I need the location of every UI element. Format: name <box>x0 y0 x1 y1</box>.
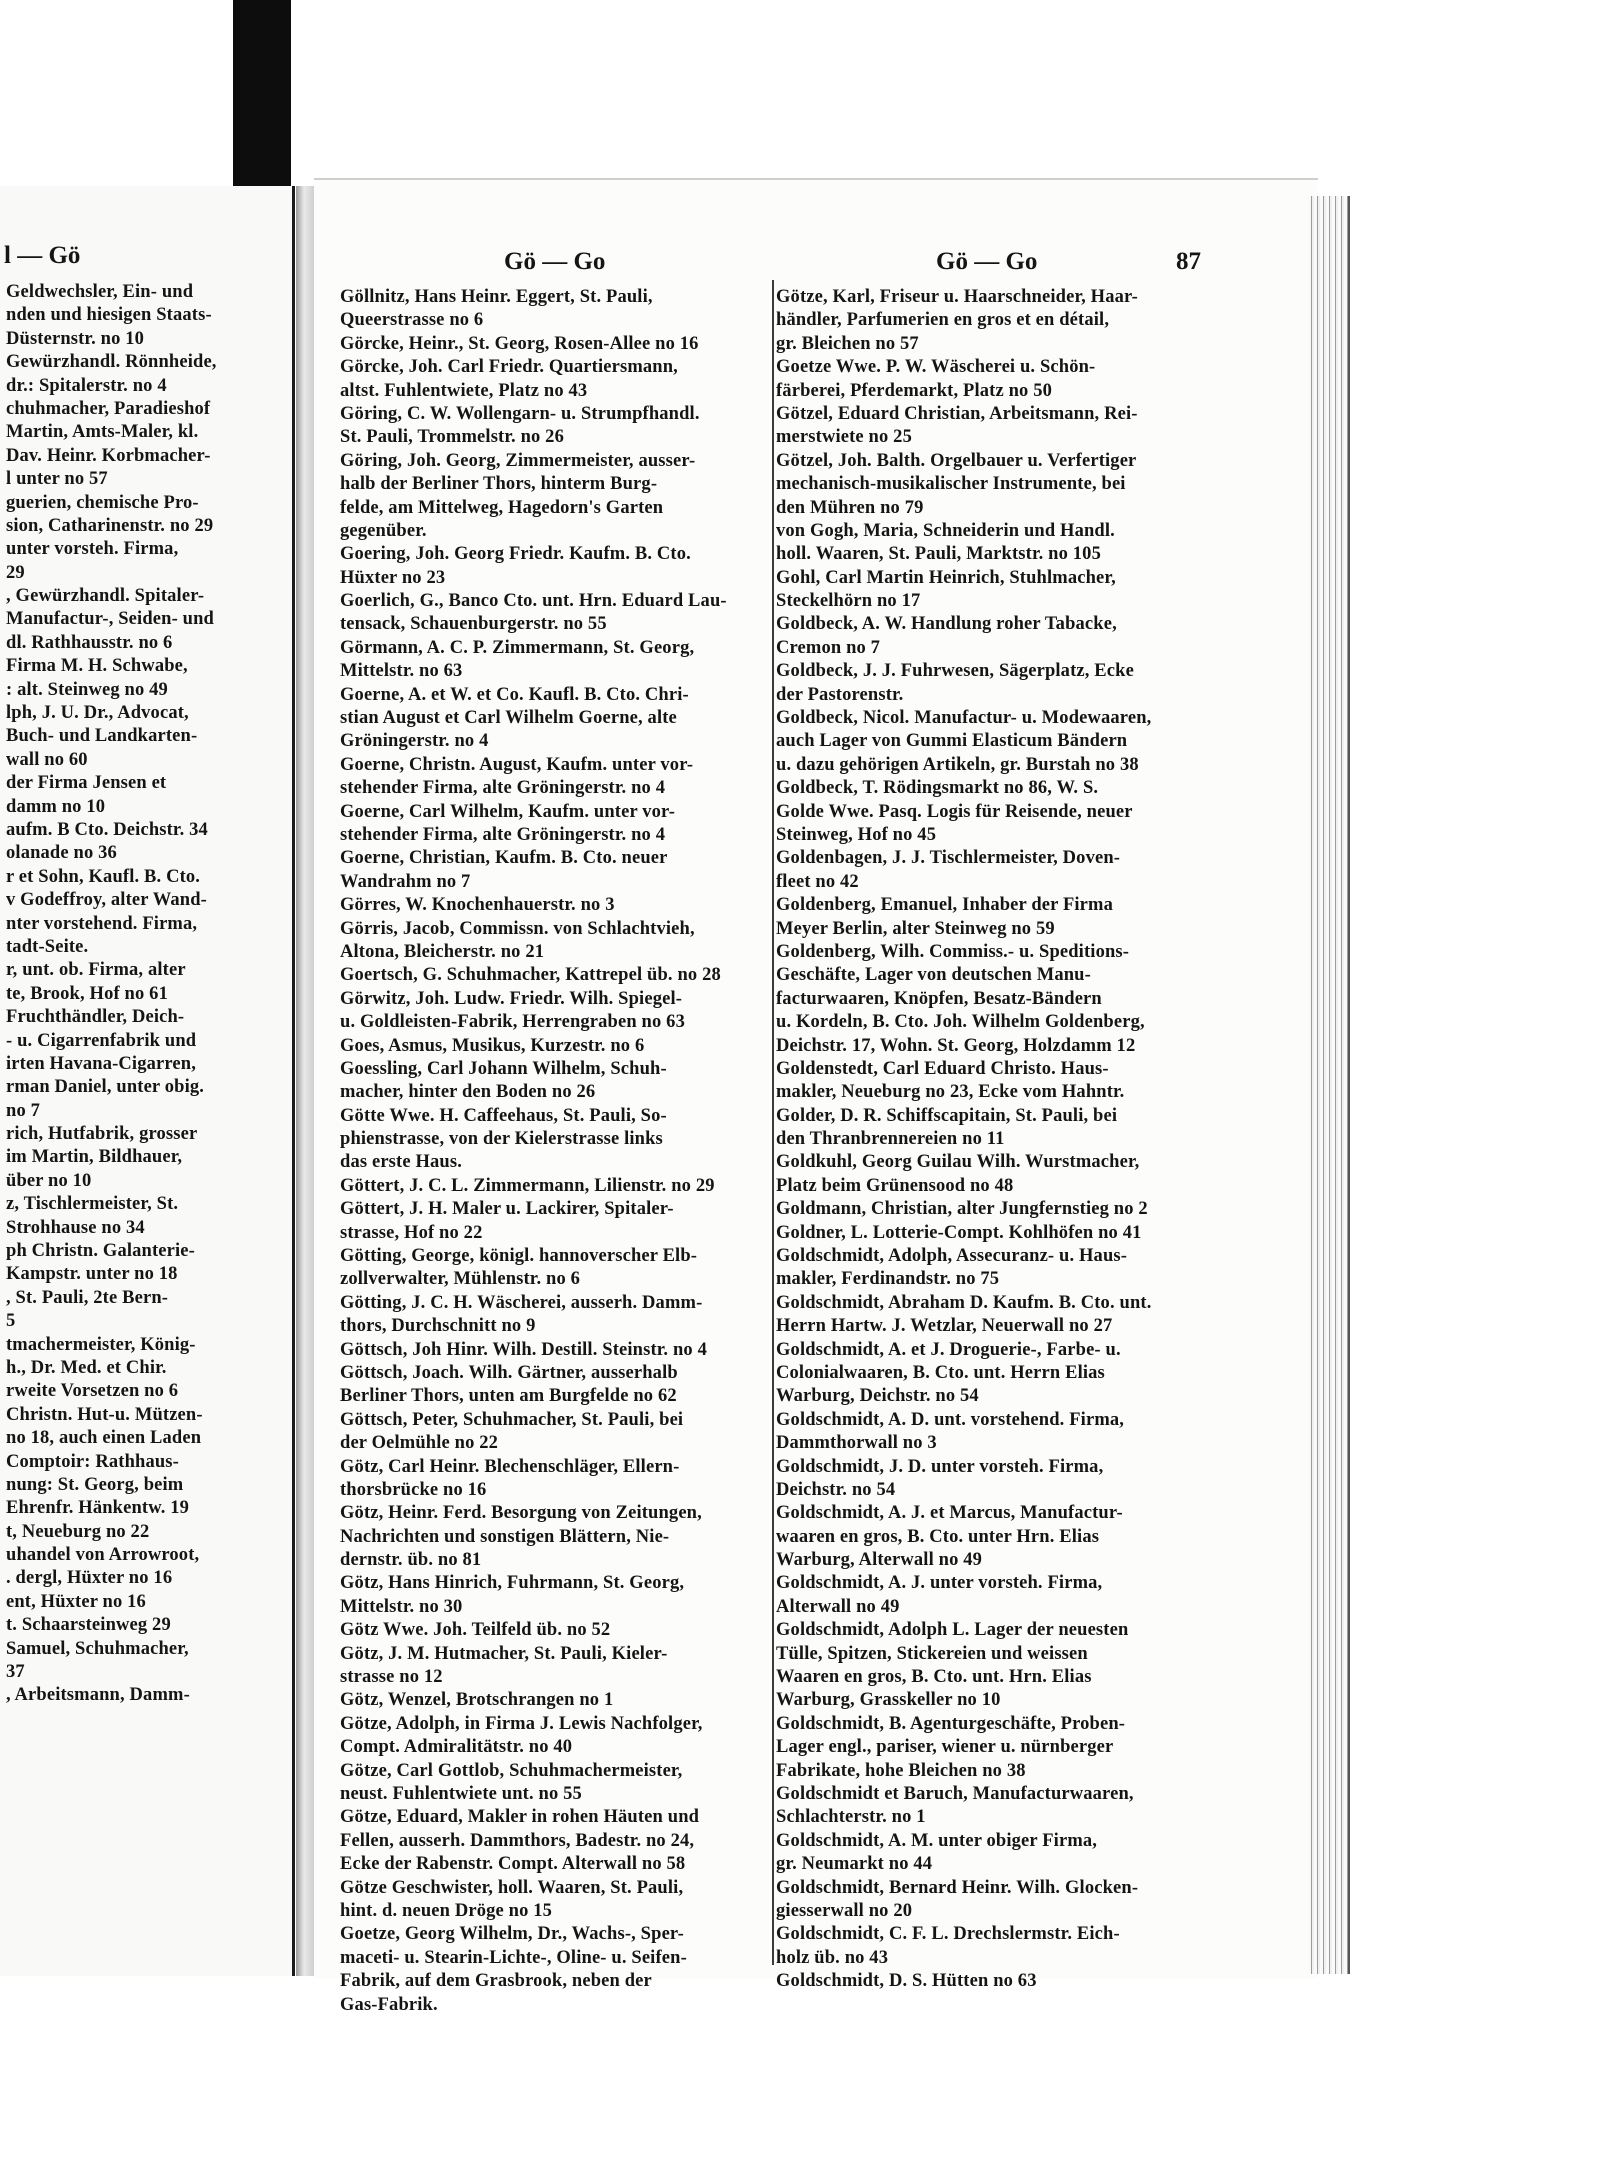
directory-line: den Mühren no 79 <box>776 497 924 518</box>
directory-line: Steinweg, Hof no 45 <box>776 824 937 845</box>
directory-line: Alterwall no 49 <box>776 1596 900 1617</box>
directory-line: färberei, Pferdemarkt, Platz no 50 <box>776 380 1053 401</box>
directory-line: Deichstr. 17, Wohn. St. Georg, Holzdamm 12 <box>776 1035 1136 1056</box>
directory-line: Fellen, ausserh. Dammthors, Badestr. no 24, <box>340 1830 695 1851</box>
left-page-line: dl. Rathhausstr. no 6 <box>6 632 173 653</box>
left-page-line: guerien, chemische Pro- <box>6 492 199 513</box>
directory-line: Götze, Adolph, in Firma J. Lewis Nachfolger, <box>340 1713 703 1734</box>
directory-line: auch Lager von Gummi Elasticum Bändern <box>776 731 1128 752</box>
directory-line: Goldenbagen, J. J. Tischlermeister, Doven- <box>776 848 1121 869</box>
directory-line: Goldschmidt, C. F. L. Drechslermstr. Eich- <box>776 1924 1120 1945</box>
directory-line: Goerne, Carl Wilhelm, Kaufm. unter vor- <box>340 801 676 822</box>
directory-line: Goldbeck, Nicol. Manufactur- u. Modewaaren, <box>776 708 1152 729</box>
directory-line: Goering, Joh. Georg Friedr. Kaufm. B. Cto. <box>340 544 691 565</box>
directory-line: das erste Haus. <box>340 1152 462 1173</box>
directory-line: maceti- u. Stearin-Lichte-, Oline- u. Seifen- <box>340 1947 687 1968</box>
left-page-line: uhandel von Arrowroot, <box>6 1545 200 1566</box>
left-page-line: r, unt. ob. Firma, alter <box>6 960 186 981</box>
directory-line: Göllnitz, Hans Heinr. Eggert, St. Pauli, <box>340 287 653 307</box>
directory-line: halb der Berliner Thors, hinterm Burg- <box>340 474 658 495</box>
directory-line: Hüxter no 23 <box>340 567 446 588</box>
left-page-line: t, Neueburg no 22 <box>6 1521 150 1542</box>
directory-line: Görcke, Heinr., St. Georg, Rosen-Allee no 16 <box>340 333 699 354</box>
page-edges <box>1308 196 1350 1974</box>
directory-line: Meyer Berlin, alter Steinweg no 59 <box>776 918 1055 939</box>
directory-line: Golder, D. R. Schiffscapitain, St. Pauli, bei <box>776 1105 1118 1126</box>
directory-line: Wandrahm no 7 <box>340 871 471 892</box>
directory-line: giesserwall no 20 <box>776 1900 913 1921</box>
left-page-line: , Gewürzhandl. Spitaler- <box>6 586 205 607</box>
left-page-line: dr.: Spitalerstr. no 4 <box>6 375 167 396</box>
directory-line: altst. Fuhlentwiete, Platz no 43 <box>340 380 588 401</box>
directory-line: stehender Firma, alte Gröningerstr. no 4 <box>340 778 666 799</box>
directory-line: Goldbeck, J. J. Fuhrwesen, Sägerplatz, Ecke <box>776 661 1134 682</box>
directory-line: Göttsch, Joach. Wilh. Gärtner, ausserhalb <box>340 1362 678 1383</box>
directory-line: Goldschmidt, Adolph L. Lager der neuesten <box>776 1620 1129 1641</box>
left-page-line: no 18, auch einen Laden <box>6 1428 202 1449</box>
directory-line: Golde Wwe. Pasq. Logis für Reisende, neuer <box>776 801 1133 822</box>
directory-line: Götzel, Joh. Balth. Orgelbauer u. Verfertiger <box>776 450 1137 471</box>
left-page-line: Geldwechsler, Ein- und <box>6 282 194 302</box>
directory-line: strasse no 12 <box>340 1667 443 1688</box>
directory-line: Goldschmidt, A. D. unt. vorstehend. Firma, <box>776 1409 1125 1430</box>
directory-line: Mittelstr. no 30 <box>340 1596 463 1617</box>
directory-line: Waaren en gros, B. Cto. unt. Hrn. Elias <box>776 1667 1092 1688</box>
directory-line: Goldkuhl, Georg Guilau Wilh. Wurstmacher, <box>776 1152 1140 1173</box>
left-page-line: v Godeffroy, alter Wand- <box>6 890 207 911</box>
left-page-line: 37 <box>6 1662 25 1683</box>
directory-line: Ecke der Rabenstr. Compt. Alterwall no 58 <box>340 1854 686 1875</box>
directory-line: der Pastorenstr. <box>776 684 904 705</box>
directory-line: händler, Parfumerien en gros et en détail, <box>776 310 1110 331</box>
directory-line: Deichstr. no 54 <box>776 1479 896 1500</box>
directory-line: Götz Wwe. Joh. Teilfeld üb. no 52 <box>340 1620 611 1641</box>
left-page-line: 5 <box>6 1311 16 1332</box>
left-page-line: Firma M. H. Schwabe, <box>6 656 188 677</box>
directory-line: Göttert, J. C. L. Zimmermann, Lilienstr. no 29 <box>340 1175 715 1196</box>
directory-line: Göring, Joh. Georg, Zimmermeister, ausser- <box>340 450 696 471</box>
left-page-line: Strohhause no 34 <box>6 1217 145 1238</box>
directory-line: Goldschmidt, B. Agenturgeschäfte, Proben- <box>776 1713 1126 1734</box>
directory-line: neust. Fuhlentwiete unt. no 55 <box>340 1784 582 1804</box>
directory-line: Goerne, Christn. August, Kaufm. unter vor- <box>340 754 694 775</box>
left-page-line: tadt-Seite. <box>6 936 89 957</box>
directory-line: Götze, Karl, Friseur u. Haarschneider, Haar- <box>776 287 1138 307</box>
directory-line: Geschäfte, Lager von deutschen Manu- <box>776 965 1091 986</box>
directory-line: Altona, Bleicherstr. no 21 <box>340 941 545 962</box>
left-page-line: chuhmacher, Paradieshof <box>6 398 211 419</box>
directory-line: merstwiete no 25 <box>776 427 912 448</box>
left-page-line: sion, Catharinenstr. no 29 <box>6 515 214 536</box>
directory-line: holl. Waaren, St. Pauli, Marktstr. no 105 <box>776 544 1101 565</box>
left-page-line: h., Dr. Med. et Chir. <box>6 1357 167 1378</box>
directory-line: Götzel, Eduard Christian, Arbeitsmann, Rei- <box>776 403 1138 424</box>
directory-line: Görmann, A. C. P. Zimmermann, St. Georg, <box>340 637 695 658</box>
directory-line: Götz, Heinr. Ferd. Besorgung von Zeitungen, <box>340 1503 702 1524</box>
left-page-line: Dav. Heinr. Korbmacher- <box>6 445 211 466</box>
directory-line: Götze, Carl Gottlob, Schuhmachermeister, <box>340 1760 683 1781</box>
directory-line: Götting, George, königl. hannoverscher Elb- <box>340 1246 698 1267</box>
directory-line: fleet no 42 <box>776 871 859 892</box>
left-page-line: z, Tischlermeister, St. <box>6 1194 179 1215</box>
left-running-head: l — Gö <box>4 242 81 269</box>
directory-line: Göttert, J. H. Maler u. Lackirer, Spitaler- <box>340 1199 674 1220</box>
directory-column-1 <box>340 286 780 2017</box>
directory-line: Göttsch, Peter, Schuhmacher, St. Pauli, bei <box>340 1409 684 1430</box>
directory-line: Warburg, Grasskeller no 10 <box>776 1690 1001 1711</box>
directory-line: Steckelhörn no 17 <box>776 591 921 612</box>
left-page-line: damm no 10 <box>6 796 106 817</box>
left-page-line: Comptoir: Rathhaus- <box>6 1451 179 1472</box>
directory-line: Götte Wwe. H. Caffeehaus, St. Pauli, So- <box>340 1105 667 1126</box>
directory-line: Götze Geschwister, holl. Waaren, St. Pauli, <box>340 1877 684 1898</box>
running-head-right: Gö — Go <box>936 248 1038 275</box>
left-page-line: te, Brook, Hof no 61 <box>6 983 168 1004</box>
directory-line: Fabrik, auf dem Grasbrook, neben der <box>340 1971 652 1992</box>
left-page-line: Ehrenfr. Hänkentw. 19 <box>6 1498 190 1519</box>
directory-line: Goldbeck, A. W. Handlung roher Tabacke, <box>776 614 1117 635</box>
left-page-line: Christn. Hut-u. Mützen- <box>6 1404 203 1425</box>
left-page-line: . dergl, Hüxter no 16 <box>6 1568 173 1589</box>
directory-line: Goertsch, G. Schuhmacher, Kattrepel üb. no 28 <box>340 965 721 986</box>
left-page-line: Düsternstr. no 10 <box>6 328 145 349</box>
column-divider <box>772 280 774 1965</box>
left-page-line: : alt. Steinweg no 49 <box>6 679 168 700</box>
directory-line: Goldschmidt, A. et J. Droguerie-, Farbe- u. <box>776 1339 1121 1360</box>
left-page-line: t. Schaarsteinweg 29 <box>6 1615 171 1636</box>
directory-line: u. dazu gehörigen Artikeln, gr. Burstah no 38 <box>776 754 1139 775</box>
directory-line: Goldschmidt, Bernard Heinr. Wilh. Glocken- <box>776 1877 1139 1898</box>
left-page-line: nung: St. Georg, beim <box>6 1474 184 1495</box>
left-page-line: rweite Vorsetzen no 6 <box>6 1381 179 1402</box>
directory-line: Goldbeck, T. Rödingsmarkt no 86, W. S. <box>776 778 1099 799</box>
book-gutter <box>296 186 314 1976</box>
directory-line: facturwaaren, Knöpfen, Besatz-Bändern <box>776 988 1102 1009</box>
directory-line: u. Goldleisten-Fabrik, Herrengraben no 63 <box>340 1012 685 1033</box>
directory-line: makler, Neueburg no 23, Ecke vom Hahntr. <box>776 1082 1125 1103</box>
directory-line: waaren en gros, B. Cto. unter Hrn. Elias <box>776 1526 1100 1547</box>
left-page-line: Kampstr. unter no 18 <box>6 1264 178 1285</box>
directory-line: Göring, C. W. Wollengarn- u. Strumpfhandl. <box>340 403 700 424</box>
directory-line: Goldenberg, Wilh. Commiss.- u. Speditions- <box>776 941 1130 962</box>
left-page-line: 29 <box>6 562 25 583</box>
left-page-line: , St. Pauli, 2te Bern- <box>6 1287 169 1308</box>
page-number: 87 <box>1176 248 1201 275</box>
directory-line: Götz, Hans Hinrich, Fuhrmann, St. Georg, <box>340 1573 685 1594</box>
directory-line: Görcke, Joh. Carl Friedr. Quartiersmann, <box>340 357 678 378</box>
directory-line: stehender Firma, alte Gröningerstr. no 4 <box>340 824 666 845</box>
directory-line: Götz, J. M. Hutmacher, St. Pauli, Kieler- <box>340 1643 668 1664</box>
left-page <box>0 186 295 1976</box>
directory-line: Goldschmidt, J. D. unter vorsteh. Firma, <box>776 1456 1104 1477</box>
directory-line: Schlachterstr. no 1 <box>776 1807 926 1828</box>
directory-line: Dammthorwall no 3 <box>776 1433 937 1454</box>
directory-line: gr. Neumarkt no 44 <box>776 1854 933 1875</box>
left-page-line: tmachermeister, König- <box>6 1334 196 1355</box>
directory-line: Görres, W. Knochenhauerstr. no 3 <box>340 895 615 916</box>
directory-line: Goldenstedt, Carl Eduard Christo. Haus- <box>776 1058 1109 1079</box>
directory-line: hint. d. neuen Dröge no 15 <box>340 1900 553 1921</box>
directory-line: Görris, Jacob, Commissn. von Schlachtvieh, <box>340 918 695 939</box>
left-page-line: r et Sohn, Kaufl. B. Cto. <box>6 866 201 887</box>
directory-line: St. Pauli, Trommelstr. no 26 <box>340 427 564 448</box>
directory-line: felde, am Mittelweg, Hagedorn's Garten <box>340 497 664 518</box>
directory-line: makler, Ferdinandstr. no 75 <box>776 1269 1000 1290</box>
directory-line: Platz beim Grünensood no 48 <box>776 1175 1014 1196</box>
directory-line: Goes, Asmus, Musikus, Kurzestr. no 6 <box>340 1035 645 1056</box>
left-page-line: lph, J. U. Dr., Advocat, <box>6 703 189 724</box>
directory-line: Herrn Hartw. J. Wetzlar, Neuerwall no 27 <box>776 1316 1113 1337</box>
left-page-line: Fruchthändler, Deich- <box>6 1007 185 1028</box>
directory-line: Fabrikate, hohe Bleichen no 38 <box>776 1760 1026 1781</box>
directory-line: Lager engl., pariser, wiener u. nürnberger <box>776 1737 1114 1758</box>
directory-line: Goldner, L. Lotterie-Compt. Kohlhöfen no 41 <box>776 1222 1142 1243</box>
book-spine-shadow <box>233 0 291 200</box>
directory-line: Goerne, A. et W. et Co. Kaufl. B. Cto. Chri- <box>340 684 689 705</box>
left-page-line: no 7 <box>6 1100 41 1121</box>
right-page <box>314 178 1318 2015</box>
directory-line: dernstr. üb. no 81 <box>340 1550 482 1571</box>
directory-line: Götz, Carl Heinr. Blechenschläger, Ellern- <box>340 1456 680 1477</box>
directory-line: von Gogh, Maria, Schneiderin und Handl. <box>776 520 1115 541</box>
left-page-line: rman Daniel, unter obig. <box>6 1077 205 1098</box>
directory-line: u. Kordeln, B. Cto. Joh. Wilhelm Goldenberg, <box>776 1012 1145 1033</box>
directory-line: Tülle, Spitzen, Stickereien und weissen <box>776 1643 1088 1664</box>
directory-line: Warburg, Deichstr. no 54 <box>776 1386 979 1407</box>
directory-line: Goessling, Carl Johann Wilhelm, Schuh- <box>340 1058 667 1079</box>
directory-line: Queerstrasse no 6 <box>340 310 484 331</box>
directory-line: Goldschmidt et Baruch, Manufacturwaaren, <box>776 1784 1134 1804</box>
left-page-line: Manufactur-, Seiden- und <box>6 609 214 630</box>
directory-line: Goldenberg, Emanuel, Inhaber der Firma <box>776 895 1114 916</box>
left-page-line: nter vorstehend. Firma, <box>6 913 198 934</box>
directory-line: Cremon no 7 <box>776 637 881 658</box>
left-page-line: wall no 60 <box>6 749 88 770</box>
directory-line: Goldschmidt, A. J. et Marcus, Manufactur- <box>776 1503 1123 1524</box>
directory-line: Colonialwaaren, B. Cto. unt. Herrn Elias <box>776 1362 1105 1383</box>
directory-line: Goldschmidt, Abraham D. Kaufm. B. Cto. unt. <box>776 1292 1152 1313</box>
left-page-line: Martin, Amts-Maler, kl. <box>6 422 199 443</box>
directory-line: gegenüber. <box>340 520 427 541</box>
directory-line: Goldschmidt, D. S. Hütten no 63 <box>776 1971 1037 1992</box>
left-page-line: irten Havana-Cigarren, <box>6 1053 196 1074</box>
left-page-line: - u. Cigarrenfabrik und <box>6 1030 197 1051</box>
directory-line: thors, Durchschnitt no 9 <box>340 1316 536 1337</box>
left-page-line: im Martin, Bildhauer, <box>6 1147 183 1168</box>
left-page-line: Gewürzhandl. Rönnheide, <box>6 352 217 373</box>
directory-line: stian August et Carl Wilhelm Goerne, alte <box>340 708 677 729</box>
directory-line: Goldschmidt, A. J. unter vorsteh. Firma, <box>776 1573 1103 1594</box>
left-page-line: unter vorsteh. Firma, <box>6 539 179 560</box>
directory-line: holz üb. no 43 <box>776 1947 889 1968</box>
directory-line: Götting, J. C. H. Wäscherei, ausserh. Damm- <box>340 1292 703 1313</box>
directory-line: Compt. Admiralitätstr. no 40 <box>340 1737 573 1758</box>
left-page-line: ent, Hüxter no 16 <box>6 1591 146 1612</box>
left-page-line: aufm. B Cto. Deichstr. 34 <box>6 819 208 840</box>
directory-line: Gohl, Carl Martin Heinrich, Stuhlmacher, <box>776 567 1116 588</box>
directory-line: Goldschmidt, Adolph, Assecuranz- u. Haus- <box>776 1246 1128 1267</box>
directory-line: Goldmann, Christian, alter Jungfernstieg no 2 <box>776 1199 1148 1220</box>
directory-line: Gröningerstr. no 4 <box>340 731 489 752</box>
directory-line: tensack, Schauenburgerstr. no 55 <box>340 614 607 635</box>
directory-line: Berliner Thors, unten am Burgfelde no 62 <box>340 1386 677 1407</box>
directory-line: den Thranbrennereien no 11 <box>776 1129 1005 1150</box>
directory-line: Goetze, Georg Wilhelm, Dr., Wachs-, Sper- <box>340 1924 684 1945</box>
left-page-line: der Firma Jensen et <box>6 773 167 794</box>
directory-line: phienstrasse, von der Kielerstrasse links <box>340 1129 663 1150</box>
left-page-line: l unter no 57 <box>6 469 108 490</box>
directory-line: zollverwalter, Mühlenstr. no 6 <box>340 1269 581 1290</box>
directory-line: Goerne, Christian, Kaufm. B. Cto. neuer <box>340 848 668 869</box>
directory-line: gr. Bleichen no 57 <box>776 333 919 354</box>
directory-line: strasse, Hof no 22 <box>340 1222 483 1243</box>
directory-line: Götz, Wenzel, Brotschrangen no 1 <box>340 1690 614 1711</box>
left-page-line: rich, Hutfabrik, grosser <box>6 1124 198 1145</box>
directory-line: Mittelstr. no 63 <box>340 661 463 682</box>
left-page-line: nden und hiesigen Staats- <box>6 305 212 326</box>
left-page-line: Samuel, Schuhmacher, <box>6 1638 189 1659</box>
directory-line: macher, hinter den Boden no 26 <box>340 1082 596 1103</box>
directory-line: Götze, Eduard, Makler in rohen Häuten und <box>340 1807 700 1828</box>
left-page-line: ph Christn. Galanterie- <box>6 1241 195 1262</box>
left-page-line: , Arbeitsmann, Damm- <box>6 1685 190 1706</box>
directory-line: Göttsch, Joh Hinr. Wilh. Destill. Steinstr. no 4 <box>340 1339 707 1360</box>
directory-column-2 <box>776 286 1216 1994</box>
left-page-line: olanade no 36 <box>6 843 117 864</box>
directory-line: Görwitz, Joh. Ludw. Friedr. Wilh. Spiegel- <box>340 988 683 1009</box>
running-head-left: Gö — Go <box>504 248 606 275</box>
directory-line: mechanisch-musikalischer Instrumente, bei <box>776 474 1126 495</box>
directory-line: Gas-Fabrik. <box>340 1994 438 2015</box>
directory-line: Nachrichten und sonstigen Blättern, Nie- <box>340 1526 670 1547</box>
left-page-line: Buch- und Landkarten- <box>6 726 198 747</box>
directory-line: Goldschmidt, A. M. unter obiger Firma, <box>776 1830 1098 1851</box>
directory-line: thorsbrücke no 16 <box>340 1479 487 1500</box>
directory-line: Warburg, Alterwall no 49 <box>776 1550 983 1571</box>
directory-line: der Oelmühle no 22 <box>340 1433 499 1454</box>
left-page-line: über no 10 <box>6 1170 92 1191</box>
left-page-text <box>6 281 288 1708</box>
directory-line: Goerlich, G., Banco Cto. unt. Hrn. Eduard Lau- <box>340 591 727 612</box>
directory-line: Goetze Wwe. P. W. Wäscherei u. Schön- <box>776 357 1096 378</box>
